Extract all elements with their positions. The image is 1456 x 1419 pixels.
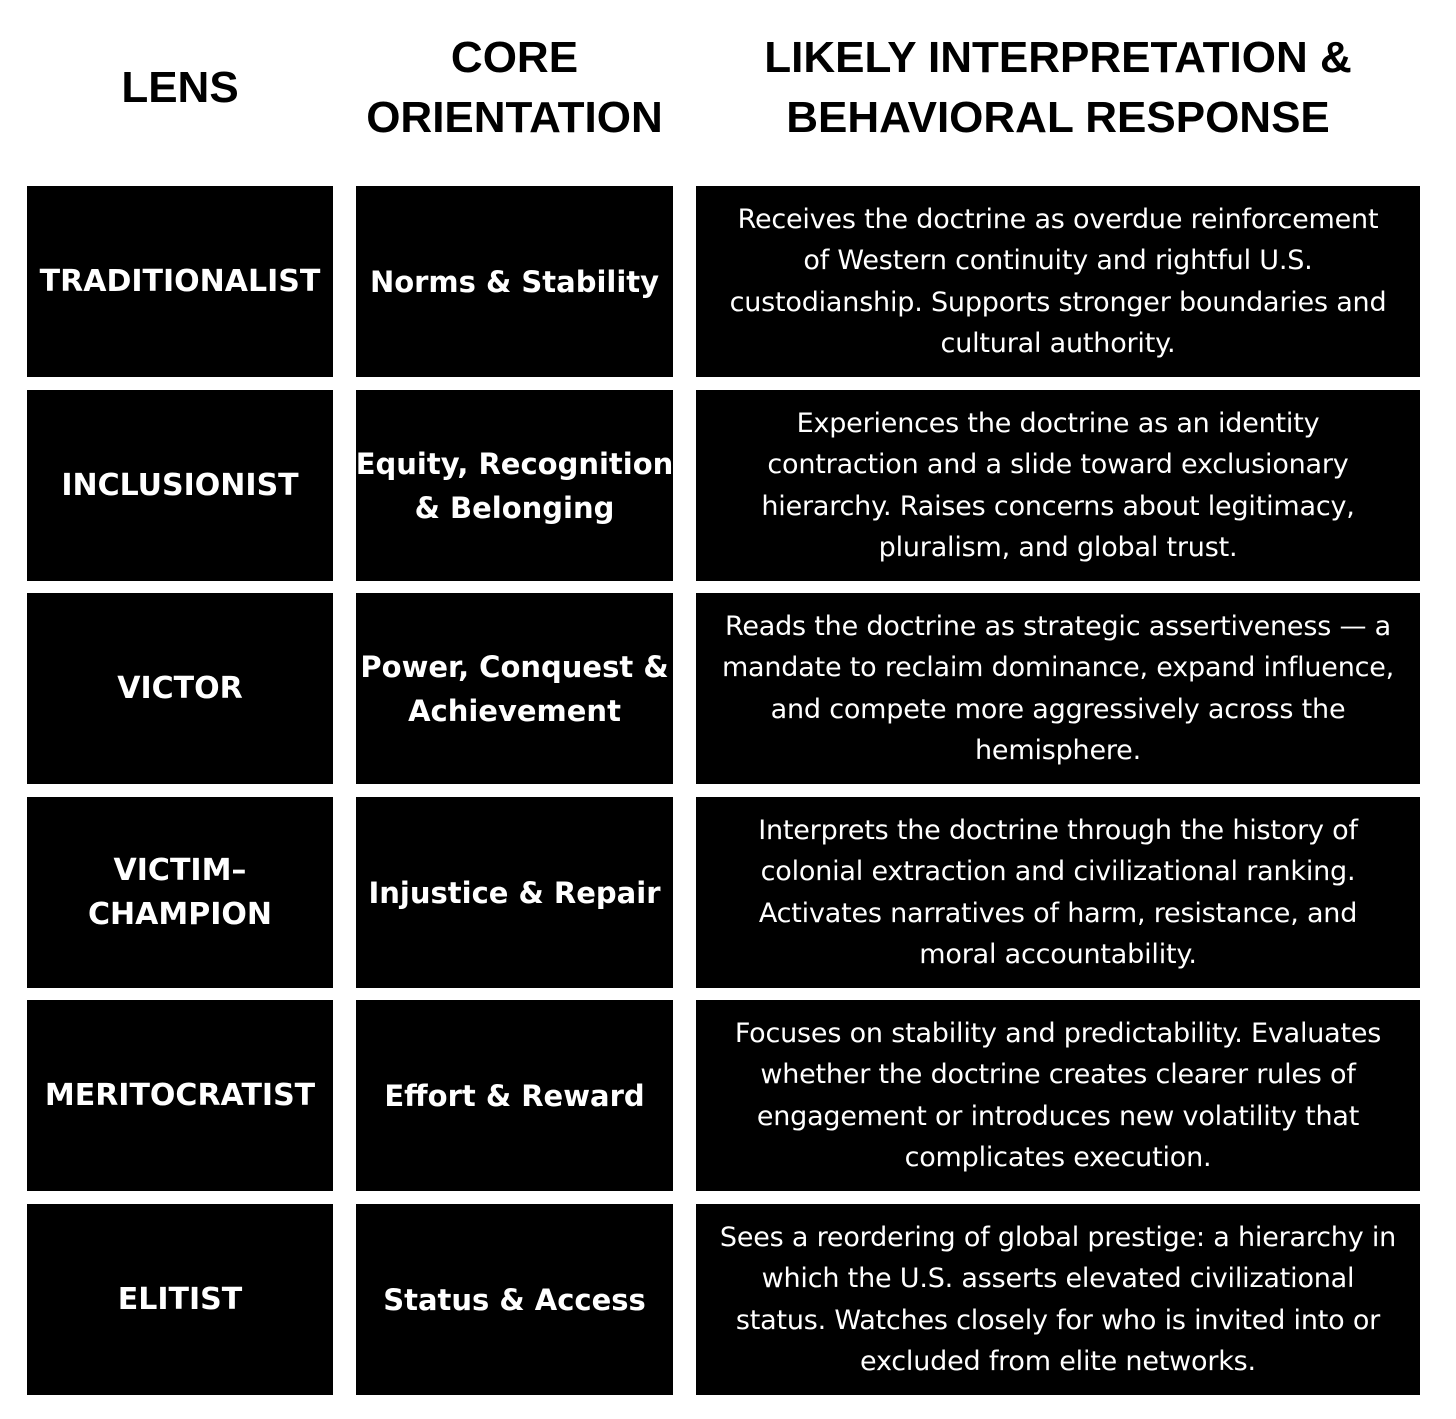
core-orientation-cell (356, 390, 673, 581)
lens-cell-line: VICTOR (117, 670, 243, 706)
core-orientation-cell-line: Injustice & Repair (368, 875, 661, 910)
lens-cell (27, 797, 333, 988)
interpretation-cell-line: which the U.S. asserts elevated civilizational (761, 1263, 1355, 1294)
core-orientation-cell (356, 797, 673, 988)
interpretation-cell-line: Sees a reordering of global prestige: a hierarchy in (719, 1221, 1397, 1253)
interpretation-cell (696, 593, 1420, 784)
interpretation-cell-line: Receives the doctrine as overdue reinforcement (737, 203, 1379, 235)
interpretation-cell (696, 797, 1420, 988)
table-row-elitist (0, 1204, 1456, 1395)
interpretation-cell (696, 186, 1420, 377)
interpretation-cell-line: excluded from elite networks. (860, 1346, 1256, 1377)
core-orientation-cell (356, 186, 673, 377)
lens-cell-line: VICTIM– (113, 852, 247, 888)
interpretation-cell-line: complicates execution. (904, 1142, 1212, 1173)
lens-cell (27, 186, 333, 377)
core-orientation-cell-line: Norms & Stability (369, 264, 660, 299)
table-row-traditionalist (0, 186, 1456, 377)
interpretation-cell-line: Activates narratives of harm, resistance, and (758, 897, 1358, 929)
header-core-orientation: CORE ORIENTATION (366, 33, 663, 142)
core-orientation-cell-line: Effort & Reward (384, 1078, 645, 1113)
lens-cell (27, 1204, 333, 1395)
table-row-victim-champion (0, 797, 1456, 988)
header-lens: LENS (121, 63, 239, 112)
lens-cell (27, 390, 333, 581)
interpretation-cell-line: engagement or introduces new volatility that (756, 1100, 1360, 1132)
interpretation-cell (696, 390, 1420, 581)
lens-cell-line: ELITIST (117, 1281, 243, 1317)
lens-cell-line: MERITOCRATIST (44, 1077, 316, 1113)
core-orientation-cell (356, 593, 673, 784)
table-header (0, 0, 1456, 186)
core-orientation-cell-line: Power, Conquest & (360, 649, 669, 684)
interpretation-cell-line: mandate to reclaim dominance, expand influence, (721, 652, 1395, 683)
interpretation-cell-line: Interprets the doctrine through the history of (758, 814, 1358, 846)
interpretation-cell-line: custodianship. Supports stronger boundaries and (729, 286, 1387, 318)
core-orientation-cell (356, 1204, 673, 1395)
interpretation-cell-line: Reads the doctrine as strategic assertiveness — a (725, 610, 1391, 642)
interpretation-cell-line: cultural authority. (940, 328, 1176, 359)
interpretation-cell-line: pluralism, and global trust. (878, 532, 1238, 563)
interpretation-cell (696, 1204, 1420, 1395)
core-orientation-cell (356, 1000, 673, 1191)
table-row-victor (0, 593, 1456, 784)
core-orientation-cell-line: Achievement (408, 693, 621, 728)
interpretation-cell-line: of Western continuity and rightful U.S. (803, 245, 1313, 276)
interpretation-cell-line: hierarchy. Raises concerns about legitimacy, (761, 490, 1355, 522)
lens-cell-line: INCLUSIONIST (61, 467, 299, 503)
interpretation-cell-line: contraction and a slide toward exclusionary (767, 449, 1349, 480)
core-orientation-cell-line: & Belonging (414, 490, 615, 525)
interpretation-cell-line: Experiences the doctrine as an identity (796, 407, 1320, 439)
interpretation-cell (696, 1000, 1420, 1191)
interpretation-cell-line: Focuses on stability and predictability. Evaluates (734, 1017, 1382, 1049)
interpretation-cell-line: and compete more aggressively across the (770, 693, 1346, 725)
lens-cell-line: TRADITIONALIST (39, 263, 321, 299)
interpretation-cell-line: moral accountability. (919, 939, 1197, 970)
interpretation-cell-line: hemisphere. (975, 735, 1141, 766)
interpretation-cell-line: colonial extraction and civilizational ranking. (760, 856, 1356, 887)
lens-cell-line: CHAMPION (88, 896, 272, 932)
table-row-inclusionist (0, 390, 1456, 581)
core-orientation-cell-line: Equity, Recognition (355, 446, 674, 481)
interpretation-cell-line: whether the doctrine creates clearer rules of (760, 1059, 1356, 1090)
lens-cell (27, 593, 333, 784)
table-row-meritocratist (0, 1000, 1456, 1191)
lens-cell (27, 1000, 333, 1191)
interpretation-cell-line: status. Watches closely for who is invited into or (735, 1304, 1381, 1336)
header-interpretation: LIKELY INTERPRETATION & BEHAVIORAL RESPONSE (764, 33, 1352, 142)
core-orientation-cell-line: Status & Access (383, 1282, 646, 1317)
